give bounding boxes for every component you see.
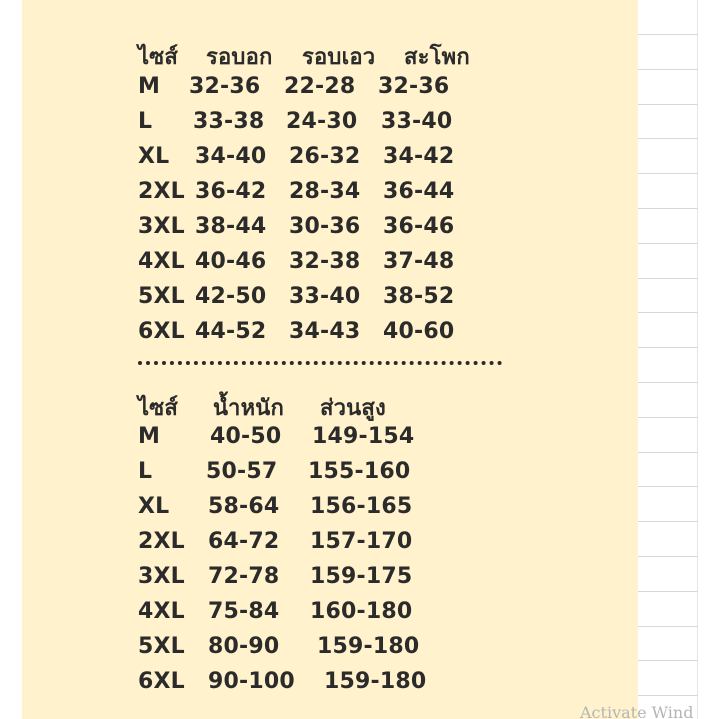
size-cell: 3XL	[138, 564, 185, 589]
weight-cell: 40-50	[210, 424, 282, 449]
waist-cell: 33-40	[289, 284, 361, 309]
header-weight: น้ำหนัก	[213, 396, 285, 421]
spreadsheet-row-line	[638, 417, 698, 418]
size-cell: L	[138, 109, 153, 134]
header-chest: รอบอก	[206, 45, 273, 70]
spreadsheet-row-line	[638, 521, 698, 522]
size-cell: 6XL	[138, 319, 185, 344]
hip-cell: 34-42	[383, 144, 455, 169]
size-cell: 5XL	[138, 284, 185, 309]
weight-cell: 72-78	[208, 564, 280, 589]
chest-cell: 42-50	[195, 284, 267, 309]
spreadsheet-row-line	[638, 695, 698, 696]
spreadsheet-row-line	[638, 452, 698, 453]
header-size: ไซส์	[138, 396, 179, 421]
spreadsheet-row-line	[638, 591, 698, 592]
hip-cell: 36-46	[383, 214, 455, 239]
waist-cell: 26-32	[289, 144, 361, 169]
size-cell: M	[138, 74, 161, 99]
chest-cell: 38-44	[195, 214, 267, 239]
spreadsheet-row-line	[638, 556, 698, 557]
weight-cell: 50-57	[206, 459, 278, 484]
activate-windows-watermark: Activate Wind	[580, 703, 694, 719]
size-cell: XL	[138, 144, 170, 169]
spreadsheet-row-line	[638, 312, 698, 313]
size-cell: 2XL	[138, 179, 185, 204]
waist-cell: 24-30	[286, 109, 358, 134]
dotted-divider	[138, 361, 502, 365]
spreadsheet-row-line	[638, 104, 698, 105]
size-cell: 4XL	[138, 599, 185, 624]
size-cell: 6XL	[138, 669, 185, 694]
header-hip: สะโพก	[404, 45, 470, 70]
spreadsheet-row-line	[638, 486, 698, 487]
chest-cell: 33-38	[193, 109, 265, 134]
header-size: ไซส์	[138, 45, 179, 70]
size-cell: XL	[138, 494, 170, 519]
waist-cell: 32-38	[289, 249, 361, 274]
size-cell: 5XL	[138, 634, 185, 659]
header-waist: รอบเอว	[302, 45, 376, 70]
size-cell: 3XL	[138, 214, 185, 239]
chest-cell: 34-40	[195, 144, 267, 169]
spreadsheet-row-line	[638, 138, 698, 139]
spreadsheet-row-line	[638, 34, 698, 35]
hip-cell: 32-36	[378, 74, 450, 99]
size-cell: L	[138, 459, 153, 484]
spreadsheet-row-line	[638, 243, 698, 244]
hip-cell: 38-52	[383, 284, 455, 309]
weight-cell: 64-72	[208, 529, 280, 554]
weight-cell: 80-90	[208, 634, 280, 659]
spreadsheet-row-line	[638, 660, 698, 661]
spreadsheet-row-line	[638, 347, 698, 348]
hip-cell: 37-48	[383, 249, 455, 274]
weight-cell: 75-84	[208, 599, 280, 624]
hip-cell: 40-60	[383, 319, 455, 344]
spreadsheet-row-line	[638, 278, 698, 279]
spreadsheet-row-line	[638, 69, 698, 70]
left-margin	[0, 0, 22, 719]
height-cell: 159-175	[310, 564, 413, 589]
chest-cell: 44-52	[195, 319, 267, 344]
size-cell: M	[138, 424, 161, 449]
size-cell: 4XL	[138, 249, 185, 274]
chest-cell: 36-42	[195, 179, 267, 204]
size-cell: 2XL	[138, 529, 185, 554]
spreadsheet-row-line	[638, 626, 698, 627]
height-cell: 149-154	[312, 424, 415, 449]
height-cell: 160-180	[310, 599, 413, 624]
chest-cell: 32-36	[189, 74, 261, 99]
spreadsheet-background	[638, 0, 719, 719]
waist-cell: 34-43	[289, 319, 361, 344]
height-cell: 159-180	[317, 634, 420, 659]
weight-cell: 58-64	[208, 494, 280, 519]
waist-cell: 30-36	[289, 214, 361, 239]
spreadsheet-row-line	[638, 382, 698, 383]
header-height: ส่วนสูง	[320, 396, 386, 421]
hip-cell: 33-40	[381, 109, 453, 134]
hip-cell: 36-44	[383, 179, 455, 204]
height-cell: 156-165	[310, 494, 413, 519]
height-cell: 155-160	[308, 459, 411, 484]
height-cell: 159-180	[324, 669, 427, 694]
chest-cell: 40-46	[195, 249, 267, 274]
waist-cell: 22-28	[284, 74, 356, 99]
spreadsheet-row-line	[638, 173, 698, 174]
waist-cell: 28-34	[289, 179, 361, 204]
weight-cell: 90-100	[208, 669, 295, 694]
spreadsheet-column-line	[697, 0, 698, 719]
spreadsheet-row-line	[638, 208, 698, 209]
height-cell: 157-170	[310, 529, 413, 554]
